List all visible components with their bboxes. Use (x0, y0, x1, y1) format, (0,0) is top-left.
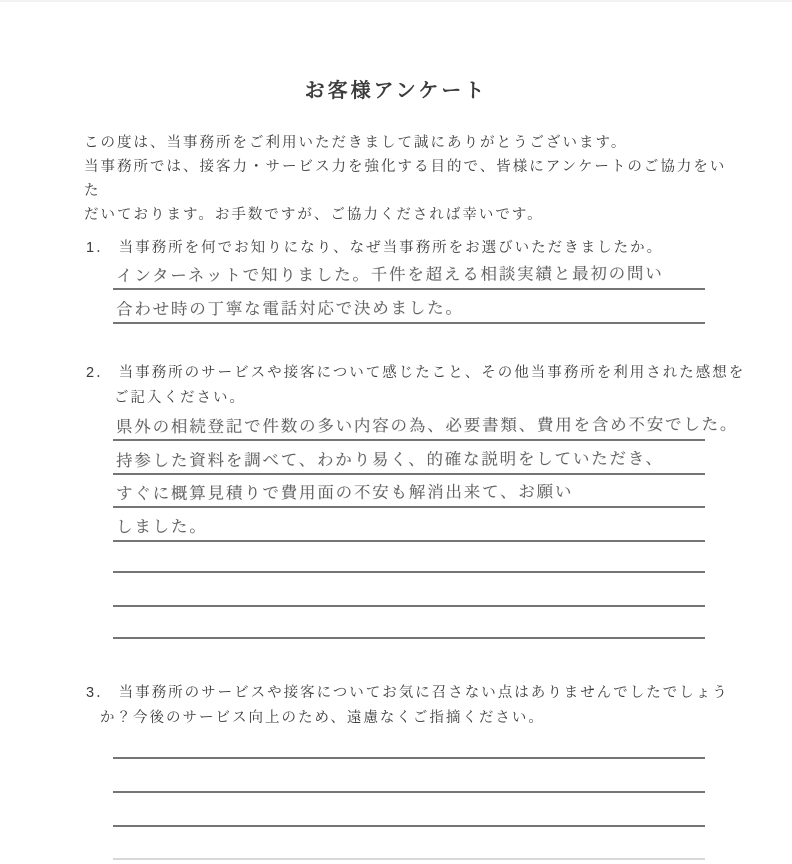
answer-line (113, 405, 739, 441)
blank-answer-line (113, 537, 705, 573)
handwritten-answer: すぐに概算見積りで費用面の不安も解消出来て、お願い (115, 483, 574, 503)
answer-line (113, 439, 705, 475)
question-text: 当事務所を何でお知りになり、なぜ当事務所をお選びいただきましたか。 (118, 240, 664, 256)
handwritten-answer: 持参した資料を調べて、わかり易く、的確な説明をしていただき、 (115, 449, 664, 471)
intro-paragraph (84, 131, 732, 227)
handwritten-answer: しました。 (115, 517, 208, 537)
answer-line (113, 472, 705, 508)
intro-line: だいております。お手数ですが、ご協力くだされば幸いです。 (84, 207, 544, 223)
blank-answer-line (113, 603, 705, 639)
intro-line: この度は、当事務所をご利用いただきまして誠にありがとうございます。 (84, 135, 628, 151)
question-text: 3． 当事務所のサービスや接客についてお気に召さない点はありませんでしたでしょう (86, 685, 729, 701)
answer-line (113, 254, 705, 290)
question-text: 2． 当事務所のサービスや接客について感じたこと、その他当事務所を利用された感想を (86, 365, 746, 381)
question-text-continued: ご記入ください。 (114, 390, 246, 406)
handwritten-answer: 合わせ時の丁寧な電話対応で決めました。 (115, 299, 464, 319)
blank-answer-line (113, 757, 705, 793)
blank-answer-line (113, 723, 705, 759)
question-number: 2． (86, 365, 113, 381)
intro-line: 当事務所では、接客力・サービス力を強化する目的で、皆様にアンケートのご協力をいた (84, 159, 727, 199)
question-number: 1． (86, 240, 113, 256)
blank-answer-line (113, 571, 705, 607)
question-2-heading (86, 361, 766, 411)
handwritten-answer: インターネットで知りました。千件を超える相談実績と最初の問い (115, 264, 664, 286)
blank-answer-line-faint (113, 824, 705, 860)
question-number: 3． (86, 685, 113, 701)
page-title: お客様アンケート (304, 80, 488, 102)
blank-answer-line (113, 791, 705, 827)
handwritten-answer: 県外の相続登記で件数の多い内容の為、必要書類、費用を含め不安でした。 (115, 415, 739, 437)
question-text-continued: か？今後のサービス向上のため、遠慮なくご指摘ください。 (100, 710, 545, 726)
answer-line (113, 288, 705, 324)
